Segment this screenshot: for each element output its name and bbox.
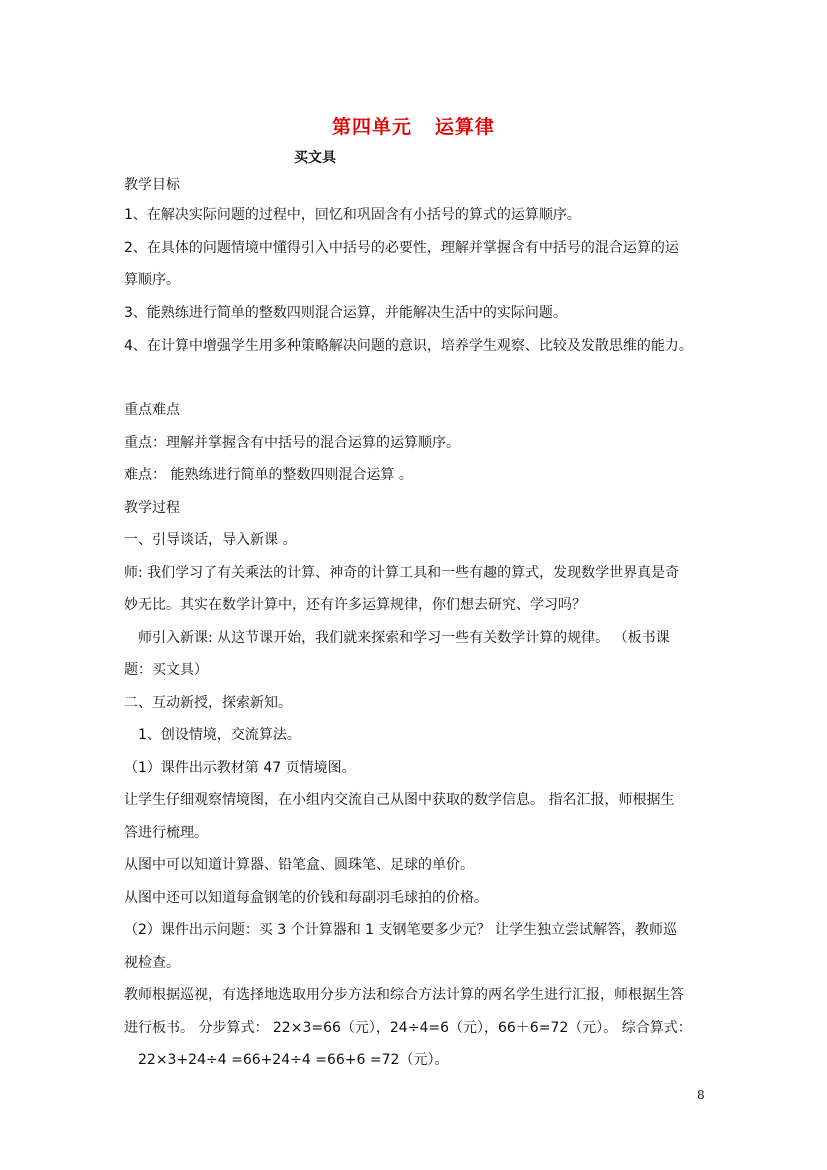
page-number: 8 bbox=[697, 1088, 705, 1102]
heading-teaching-goals: 教学目标 bbox=[124, 177, 180, 193]
paragraph-line: 答进行梳理。 bbox=[124, 825, 208, 841]
section-one-heading: 一、引导谈话，导入新课 。 bbox=[124, 532, 297, 548]
paragraph-line: 教师根据巡视，有选择地选取用分步方法和综合方法计算的两名学生进行汇报，师根据生答 bbox=[124, 987, 684, 1003]
difficult-point: 难点： 能熟练进行简单的整数四则混合运算 。 bbox=[124, 467, 413, 483]
goal-1: 1、在解决实际问题的过程中，回忆和巩固含有小括号的算式的运算顺序。 bbox=[124, 207, 581, 223]
heading-key-points: 重点难点 bbox=[124, 402, 180, 418]
paragraph-line: 师: 我们学习了有关乘法的计算、神奇的计算工具和一些有趣的算式，发现数学世界真是奇 bbox=[124, 565, 680, 581]
goal-3: 3、能熟练进行简单的整数四则混合运算，并能解决生活中的实际问题。 bbox=[124, 305, 567, 321]
paragraph-line: 进行板书。 分步算式： 22×3=66（元），24÷4=6（元），66＋6=72（元）。 综合算式： bbox=[124, 1020, 692, 1036]
goal-2-line-2: 算顺序。 bbox=[124, 272, 180, 288]
paragraph-line: 题：买文具） bbox=[124, 662, 208, 678]
heading-teaching-process: 教学过程 bbox=[124, 500, 180, 516]
page-title bbox=[0, 112, 827, 139]
paragraph-line: 师引入新课: 从这节课开始，我们就来探索和学习一些有关数学计算的规律。 （板书课 bbox=[138, 630, 670, 646]
paragraph-line: 让学生仔细观察情境图，在小组内交流自己从图中获取的数学信息。 指名汇报，师根据生 bbox=[124, 792, 675, 808]
topic-title: 运算律 bbox=[434, 116, 495, 138]
paragraph-line: （2）课件出示问题：买 3 个计算器和 1 支钢笔要多少元？ 让学生独立尝试解答，教师巡 bbox=[124, 922, 677, 938]
paragraph-line: 视检查。 bbox=[124, 955, 180, 971]
paragraph-line: 妙无比。其实在数学计算中，还有许多运算规律，你们想去研究、学习吗？ bbox=[124, 597, 586, 613]
subsection-heading: 1、创设情境，交流算法。 bbox=[138, 727, 301, 743]
goal-2-line-1: 2、在具体的问题情境中懂得引入中括号的必要性，理解并掌握含有中括号的混合运算的运 bbox=[124, 240, 679, 256]
formula-line: 22×3+24÷4 =66+24÷4 =66+6 =72（元）。 bbox=[138, 1052, 449, 1068]
paragraph-line: 从图中还可以知道每盒钢笔的价钱和每副羽毛球拍的价格。 bbox=[124, 890, 488, 906]
paragraph-line: （1）课件出示教材第 47 页情境图。 bbox=[124, 760, 356, 776]
lesson-subtitle: 买文具 bbox=[294, 150, 336, 166]
goal-4: 4、在计算中增强学生用多种策略解决问题的意识，培养学生观察、比较及发散思维的能力。 bbox=[124, 338, 693, 354]
unit-title: 第四单元 bbox=[332, 116, 413, 138]
section-two-heading: 二、互动新授，探索新知。 bbox=[124, 695, 292, 711]
paragraph-line: 从图中可以知道计算器、铅笔盒、圆珠笔、足球的单价。 bbox=[124, 857, 474, 873]
key-point: 重点：理解并掌握含有中括号的混合运算的运算顺序。 bbox=[124, 435, 460, 451]
